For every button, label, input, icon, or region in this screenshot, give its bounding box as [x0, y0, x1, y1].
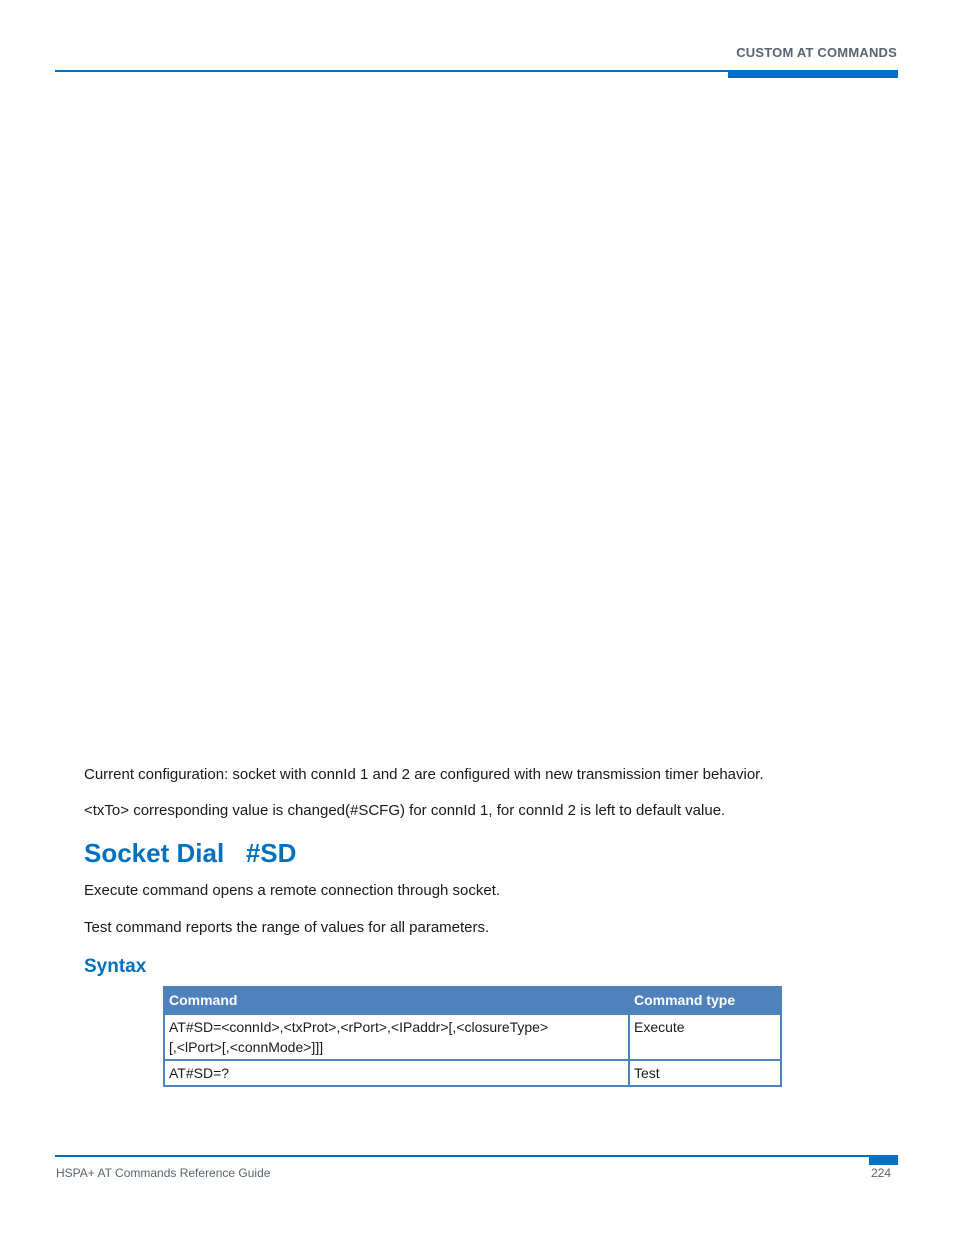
column-header-command-type: Command type: [629, 987, 781, 1014]
paragraph-txto-change: <txTo> corresponding value is changed(#SCFG) for connId 1, for connId 2 is left to default value.: [84, 802, 726, 819]
command-text-line: AT#SD=<connId>,<txProt>,<rPort>,<IPaddr>[,<closureType>: [169, 1019, 549, 1035]
table-header-row: [164, 987, 781, 1014]
syntax-heading: Syntax: [84, 956, 147, 977]
command-cell: [164, 1060, 629, 1086]
footer-page-number: 224: [870, 1166, 891, 1180]
footer-rule: [55, 1155, 898, 1157]
table-row: [164, 1014, 781, 1060]
header-tab: [728, 70, 898, 78]
footer-tab: [869, 1155, 898, 1165]
command-type-cell: Execute: [629, 1014, 781, 1060]
paragraph-test-description: Test command reports the range of values for all parameters.: [84, 919, 490, 936]
command-type-cell: Test: [629, 1060, 781, 1086]
section-heading: Socket Dial #SD: [84, 838, 297, 868]
table-row: [164, 1060, 781, 1086]
footer-doc-title: HSPA+ AT Commands Reference Guide: [56, 1166, 271, 1180]
syntax-table: [163, 986, 782, 1087]
paragraph-current-configuration: Current configuration: socket with connId 1 and 2 are configured with new transmission timer behavior.: [84, 766, 764, 783]
command-text-line: [,<lPort>[,<connMode>]]]: [169, 1039, 324, 1055]
command-cell: [164, 1014, 629, 1060]
header-section-title: CUSTOM AT COMMANDS: [736, 45, 897, 60]
command-text-line: AT#SD=?: [169, 1065, 230, 1081]
column-header-command: Command: [164, 987, 629, 1014]
paragraph-execute-description: Execute command opens a remote connection through socket.: [84, 882, 501, 899]
